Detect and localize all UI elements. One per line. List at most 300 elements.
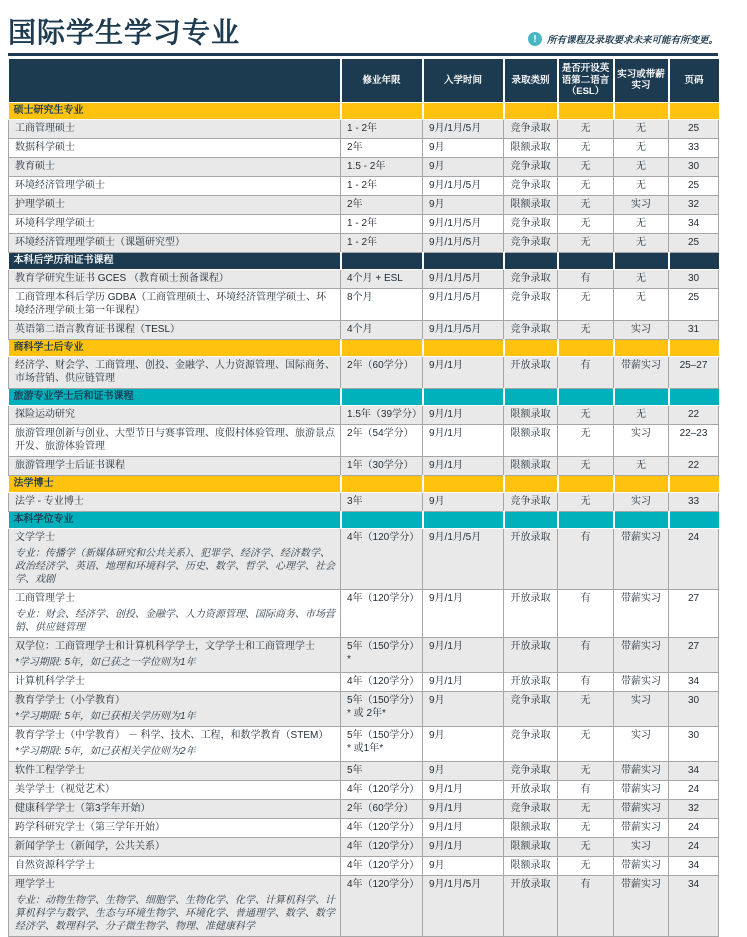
program-name: 护理学硕士 bbox=[15, 198, 65, 210]
section-spacer-cell bbox=[669, 339, 719, 356]
cell-duration: 1 - 2年 bbox=[341, 233, 423, 252]
section-spacer-cell bbox=[504, 102, 558, 119]
program-name: 教育学研究生证书 GCES （教育硕士预备课程） bbox=[15, 272, 229, 284]
cell-duration: 5年 bbox=[341, 761, 423, 780]
cell-duration: 1 - 2年 bbox=[341, 119, 423, 138]
cell-intake: 9月/1月/5月 bbox=[423, 875, 504, 936]
program-name: 环境经济管理理学硕士（课题研究型） bbox=[15, 236, 185, 248]
cell-coop: 无 bbox=[614, 456, 669, 475]
program-name-cell bbox=[9, 269, 341, 288]
program-name-cell bbox=[9, 288, 341, 320]
program-name-cell bbox=[9, 856, 341, 875]
cell-intake: 9月/1月 bbox=[423, 637, 504, 672]
header-row bbox=[9, 59, 719, 102]
cell-admission: 限额录取 bbox=[504, 818, 558, 837]
cell-duration: 5年（150学分）* 或 2年* bbox=[341, 691, 423, 726]
cell-esl: 无 bbox=[558, 195, 614, 214]
section-spacer-cell bbox=[504, 511, 558, 528]
cell-intake: 9月/1月/5月 bbox=[423, 269, 504, 288]
program-name: 理学学士 bbox=[15, 878, 55, 890]
section-spacer-cell bbox=[504, 339, 558, 356]
section-spacer-cell bbox=[558, 252, 614, 269]
cell-duration: 3年 bbox=[341, 492, 423, 511]
programs-table bbox=[8, 59, 719, 937]
cell-intake: 9月/1月/5月 bbox=[423, 528, 504, 589]
cell-page: 24 bbox=[669, 780, 719, 799]
cell-intake: 9月/1月/5月 bbox=[423, 288, 504, 320]
section-spacer-cell bbox=[669, 252, 719, 269]
program-name-cell bbox=[9, 875, 341, 936]
cell-admission: 开放录取 bbox=[504, 780, 558, 799]
cell-esl: 有 bbox=[558, 875, 614, 936]
cell-duration: 4年（120学分） bbox=[341, 589, 423, 637]
section-label: 法学博士 bbox=[9, 475, 341, 492]
cell-admission: 开放录取 bbox=[504, 875, 558, 936]
program-row bbox=[9, 456, 719, 475]
program-row bbox=[9, 214, 719, 233]
cell-duration: 4年（120学分） bbox=[341, 875, 423, 936]
cell-coop: 实习 bbox=[614, 320, 669, 339]
cell-coop: 实习 bbox=[614, 195, 669, 214]
cell-page: 22 bbox=[669, 405, 719, 424]
program-name: 教育学学士（小学教育） bbox=[15, 694, 125, 706]
cell-coop: 带薪实习 bbox=[614, 799, 669, 818]
cell-page: 25 bbox=[669, 233, 719, 252]
cell-duration: 2年 bbox=[341, 195, 423, 214]
cell-coop: 带薪实习 bbox=[614, 637, 669, 672]
program-name: 美学学士（视觉艺术） bbox=[15, 783, 115, 795]
section-header-row bbox=[9, 388, 719, 405]
program-row bbox=[9, 528, 719, 589]
cell-admission: 限额录取 bbox=[504, 837, 558, 856]
cell-duration: 4年（120学分） bbox=[341, 672, 423, 691]
cell-coop: 实习 bbox=[614, 424, 669, 456]
section-spacer-cell bbox=[504, 475, 558, 492]
cell-coop: 无 bbox=[614, 233, 669, 252]
page-header bbox=[8, 8, 718, 50]
cell-coop: 带薪实习 bbox=[614, 589, 669, 637]
section-header-row bbox=[9, 252, 719, 269]
cell-admission: 竞争录取 bbox=[504, 492, 558, 511]
col-header-2: 入学时间 bbox=[423, 59, 504, 102]
col-header-6: 页码 bbox=[669, 59, 719, 102]
section-spacer-cell bbox=[341, 511, 423, 528]
cell-admission: 竞争录取 bbox=[504, 269, 558, 288]
section-spacer-cell bbox=[341, 252, 423, 269]
cell-duration: 2年（60学分） bbox=[341, 799, 423, 818]
cell-admission: 竞争录取 bbox=[504, 119, 558, 138]
cell-admission: 限额录取 bbox=[504, 138, 558, 157]
section-header-row bbox=[9, 511, 719, 528]
program-row bbox=[9, 818, 719, 837]
cell-intake: 9月 bbox=[423, 157, 504, 176]
program-name-cell bbox=[9, 320, 341, 339]
program-row bbox=[9, 780, 719, 799]
program-name-cell bbox=[9, 637, 341, 672]
cell-esl: 无 bbox=[558, 157, 614, 176]
cell-admission: 限额录取 bbox=[504, 456, 558, 475]
program-name-cell bbox=[9, 492, 341, 511]
program-row bbox=[9, 726, 719, 761]
cell-coop: 无 bbox=[614, 269, 669, 288]
cell-coop: 无 bbox=[614, 138, 669, 157]
cell-page: 27 bbox=[669, 637, 719, 672]
cell-intake: 9月/1月 bbox=[423, 799, 504, 818]
cell-page: 31 bbox=[669, 320, 719, 339]
cell-esl: 无 bbox=[558, 726, 614, 761]
cell-page: 32 bbox=[669, 195, 719, 214]
section-spacer-cell bbox=[669, 388, 719, 405]
cell-duration: 4个月 bbox=[341, 320, 423, 339]
cell-page: 30 bbox=[669, 726, 719, 761]
program-name-cell bbox=[9, 799, 341, 818]
cell-admission: 竞争录取 bbox=[504, 799, 558, 818]
cell-intake: 9月/1月 bbox=[423, 780, 504, 799]
cell-page: 27 bbox=[669, 589, 719, 637]
program-duration-note: *学习期限: 5年，如已获相关学历则为1年 bbox=[15, 710, 196, 722]
cell-admission: 开放录取 bbox=[504, 528, 558, 589]
program-name: 旅游管理创新与创业、大型节日与赛事管理、度假村体验管理、旅游景点开发、旅游体验管理 bbox=[15, 427, 335, 452]
cell-coop: 实习 bbox=[614, 492, 669, 511]
cell-page: 33 bbox=[669, 492, 719, 511]
cell-esl: 无 bbox=[558, 176, 614, 195]
program-name: 计算机科学学士 bbox=[15, 675, 85, 687]
cell-intake: 9月/1月/5月 bbox=[423, 320, 504, 339]
program-name-cell bbox=[9, 119, 341, 138]
program-name-cell bbox=[9, 157, 341, 176]
section-spacer-cell bbox=[669, 511, 719, 528]
program-name-cell bbox=[9, 456, 341, 475]
cell-page: 24 bbox=[669, 818, 719, 837]
section-header-row bbox=[9, 475, 719, 492]
program-name-cell bbox=[9, 837, 341, 856]
program-name: 教育学学士（中学教育） － 科学、技术、工程，和数学教育（STEM） bbox=[15, 729, 329, 741]
program-name-cell bbox=[9, 726, 341, 761]
cell-duration: 4年（120学分） bbox=[341, 528, 423, 589]
program-row bbox=[9, 691, 719, 726]
cell-page: 24 bbox=[669, 528, 719, 589]
cell-intake: 9月/1月/5月 bbox=[423, 233, 504, 252]
cell-esl: 有 bbox=[558, 637, 614, 672]
cell-duration: 4年（120学分） bbox=[341, 856, 423, 875]
cell-duration: 1.5年（39学分） bbox=[341, 405, 423, 424]
cell-intake: 9月/1月/5月 bbox=[423, 214, 504, 233]
cell-coop: 带薪实习 bbox=[614, 672, 669, 691]
col-header-5: 实习或带薪实习 bbox=[614, 59, 669, 102]
cell-coop: 无 bbox=[614, 405, 669, 424]
cell-esl: 有 bbox=[558, 269, 614, 288]
program-name: 跨学科研究学士（第三学年开始） bbox=[15, 821, 165, 833]
section-spacer-cell bbox=[341, 388, 423, 405]
section-spacer-cell bbox=[614, 475, 669, 492]
page-title: 国际学生学习专业 bbox=[8, 17, 241, 48]
section-spacer-cell bbox=[423, 339, 504, 356]
program-row bbox=[9, 157, 719, 176]
cell-coop: 无 bbox=[614, 157, 669, 176]
section-spacer-cell bbox=[504, 388, 558, 405]
cell-coop: 带薪实习 bbox=[614, 528, 669, 589]
section-spacer-cell bbox=[669, 102, 719, 119]
program-duration-note: *学习期限: 5年，如已获相关学位则为2年 bbox=[15, 745, 196, 757]
cell-coop: 无 bbox=[614, 214, 669, 233]
cell-coop: 实习 bbox=[614, 837, 669, 856]
cell-duration: 1.5 - 2年 bbox=[341, 157, 423, 176]
cell-admission: 限额录取 bbox=[504, 195, 558, 214]
cell-admission: 开放录取 bbox=[504, 589, 558, 637]
cell-admission: 竞争录取 bbox=[504, 233, 558, 252]
program-row bbox=[9, 761, 719, 780]
program-name: 双学位：工商管理学士和计算机科学学士，文学学士和工商管理学士 bbox=[15, 640, 315, 652]
program-majors: 专业：传播学（新媒体研究和公共关系）、犯罪学、经济学、经济数学、政治经济学、英语、地理和环境科学、历史、数学、哲学、心理学、社会学、戏剧 bbox=[15, 547, 335, 585]
section-label: 硕士研究生专业 bbox=[9, 102, 341, 119]
program-name: 数据科学硕士 bbox=[15, 141, 75, 153]
program-row bbox=[9, 356, 719, 388]
program-name: 法学 - 专业博士 bbox=[15, 495, 84, 507]
program-name: 健康科学学士（第3学年开始） bbox=[15, 802, 151, 814]
section-spacer-cell bbox=[614, 339, 669, 356]
cell-esl: 无 bbox=[558, 233, 614, 252]
col-header-3: 录取类别 bbox=[504, 59, 558, 102]
cell-intake: 9月/1月 bbox=[423, 837, 504, 856]
cell-esl: 无 bbox=[558, 320, 614, 339]
program-duration-note: *学习期限: 5年，如已获之一学位则为1年 bbox=[15, 656, 196, 668]
cell-coop: 带薪实习 bbox=[614, 761, 669, 780]
cell-duration: 2年（60学分） bbox=[341, 356, 423, 388]
program-name-cell bbox=[9, 424, 341, 456]
cell-page: 30 bbox=[669, 691, 719, 726]
cell-admission: 竞争录取 bbox=[504, 176, 558, 195]
cell-coop: 实习 bbox=[614, 691, 669, 726]
cell-intake: 9月 bbox=[423, 761, 504, 780]
section-spacer-cell bbox=[558, 475, 614, 492]
cell-page: 34 bbox=[669, 761, 719, 780]
cell-admission: 竞争录取 bbox=[504, 761, 558, 780]
cell-esl: 无 bbox=[558, 119, 614, 138]
cell-esl: 有 bbox=[558, 528, 614, 589]
cell-intake: 9月/1月 bbox=[423, 356, 504, 388]
cell-admission: 开放录取 bbox=[504, 356, 558, 388]
program-row bbox=[9, 424, 719, 456]
program-name-cell bbox=[9, 214, 341, 233]
cell-intake: 9月 bbox=[423, 138, 504, 157]
section-spacer-cell bbox=[558, 102, 614, 119]
cell-admission: 竞争录取 bbox=[504, 726, 558, 761]
program-name-cell bbox=[9, 176, 341, 195]
program-row bbox=[9, 837, 719, 856]
section-spacer-cell bbox=[504, 252, 558, 269]
program-name: 工商管理本科后学历 GDBA（工商管理硕士、环境经济管理学硕士、环境经济理学硕士第一年课程） bbox=[15, 291, 327, 316]
section-label: 旅游专业学士后和证书课程 bbox=[9, 388, 341, 405]
section-spacer-cell bbox=[423, 475, 504, 492]
program-name: 环境科学理学硕士 bbox=[15, 217, 95, 229]
section-spacer-cell bbox=[558, 388, 614, 405]
cell-coop: 带薪实习 bbox=[614, 818, 669, 837]
program-name: 新闻学学士（新闻学，公共关系） bbox=[15, 840, 165, 852]
program-name: 工商管理硕士 bbox=[15, 122, 75, 134]
program-name: 经济学、财会学、工商管理、创投、金融学、人力资源管理、国际商务、市场营销、供应链管理 bbox=[15, 359, 335, 384]
cell-admission: 限额录取 bbox=[504, 405, 558, 424]
cell-coop: 无 bbox=[614, 176, 669, 195]
program-row bbox=[9, 288, 719, 320]
cell-coop: 带薪实习 bbox=[614, 780, 669, 799]
cell-intake: 9月 bbox=[423, 492, 504, 511]
cell-esl: 无 bbox=[558, 799, 614, 818]
cell-esl: 有 bbox=[558, 780, 614, 799]
cell-duration: 1 - 2年 bbox=[341, 176, 423, 195]
cell-page: 34 bbox=[669, 875, 719, 936]
program-row bbox=[9, 875, 719, 936]
cell-admission: 竞争录取 bbox=[504, 691, 558, 726]
program-row bbox=[9, 233, 719, 252]
cell-duration: 4年（120学分） bbox=[341, 780, 423, 799]
cell-esl: 无 bbox=[558, 837, 614, 856]
cell-intake: 9月/1月 bbox=[423, 456, 504, 475]
program-row bbox=[9, 637, 719, 672]
cell-page: 34 bbox=[669, 214, 719, 233]
cell-intake: 9月/1月 bbox=[423, 589, 504, 637]
section-spacer-cell bbox=[423, 102, 504, 119]
cell-coop: 带薪实习 bbox=[614, 856, 669, 875]
section-label: 本科后学历和证书课程 bbox=[9, 252, 341, 269]
cell-intake: 9月/1月/5月 bbox=[423, 176, 504, 195]
program-row bbox=[9, 799, 719, 818]
notice bbox=[528, 32, 718, 50]
cell-coop: 无 bbox=[614, 288, 669, 320]
cell-coop: 带薪实习 bbox=[614, 356, 669, 388]
section-spacer-cell bbox=[558, 511, 614, 528]
section-spacer-cell bbox=[669, 475, 719, 492]
cell-duration: 1 - 2年 bbox=[341, 214, 423, 233]
program-name: 教育硕士 bbox=[15, 160, 55, 172]
program-row bbox=[9, 119, 719, 138]
program-name-cell bbox=[9, 138, 341, 157]
cell-intake: 9月/1月 bbox=[423, 424, 504, 456]
section-spacer-cell bbox=[341, 475, 423, 492]
cell-esl: 无 bbox=[558, 492, 614, 511]
section-header-row bbox=[9, 339, 719, 356]
program-name: 环境经济管理学硕士 bbox=[15, 179, 105, 191]
program-name-cell bbox=[9, 761, 341, 780]
cell-duration: 2年（54学分） bbox=[341, 424, 423, 456]
program-name-cell bbox=[9, 233, 341, 252]
cell-esl: 无 bbox=[558, 856, 614, 875]
cell-page: 22 bbox=[669, 456, 719, 475]
cell-esl: 无 bbox=[558, 691, 614, 726]
cell-duration: 8个月 bbox=[341, 288, 423, 320]
program-row bbox=[9, 672, 719, 691]
cell-page: 25 bbox=[669, 119, 719, 138]
cell-page: 25 bbox=[669, 176, 719, 195]
program-majors: 专业：动物生物学、生物学、细胞学、生物化学、化学、计算机科学、计算机科学与数学、生态与环境生物学、环境化学、普通理学、数学、数学经济学、数理科学、分子微生物学、物理、准健康科学 bbox=[15, 894, 335, 932]
section-label: 商科学士后专业 bbox=[9, 339, 341, 356]
program-name-cell bbox=[9, 405, 341, 424]
cell-intake: 9月 bbox=[423, 691, 504, 726]
program-name-cell bbox=[9, 691, 341, 726]
program-name-cell bbox=[9, 780, 341, 799]
program-name: 文学学士 bbox=[15, 531, 55, 543]
program-majors: 专业：财会、经济学、创投、金融学、人力资源管理、国际商务、市场营销、供应链管理 bbox=[15, 608, 335, 633]
cell-admission: 限额录取 bbox=[504, 424, 558, 456]
table-header bbox=[9, 59, 719, 102]
cell-duration: 4年（120学分） bbox=[341, 818, 423, 837]
cell-page: 22–23 bbox=[669, 424, 719, 456]
cell-intake: 9月 bbox=[423, 195, 504, 214]
cell-duration: 1年（30学分） bbox=[341, 456, 423, 475]
cell-intake: 9月/1月 bbox=[423, 818, 504, 837]
cell-esl: 无 bbox=[558, 761, 614, 780]
cell-page: 30 bbox=[669, 157, 719, 176]
cell-coop: 实习 bbox=[614, 726, 669, 761]
program-row bbox=[9, 856, 719, 875]
cell-esl: 无 bbox=[558, 456, 614, 475]
section-spacer-cell bbox=[614, 102, 669, 119]
program-name: 自然资源科学学士 bbox=[15, 859, 95, 871]
cell-esl: 无 bbox=[558, 405, 614, 424]
cell-esl: 无 bbox=[558, 214, 614, 233]
cell-esl: 有 bbox=[558, 356, 614, 388]
program-name: 旅游管理学士后证书课程 bbox=[15, 459, 125, 471]
program-row bbox=[9, 138, 719, 157]
cell-admission: 竞争录取 bbox=[504, 320, 558, 339]
section-label: 本科学位专业 bbox=[9, 511, 341, 528]
program-name-cell bbox=[9, 672, 341, 691]
program-name-cell bbox=[9, 195, 341, 214]
section-spacer-cell bbox=[614, 511, 669, 528]
cell-esl: 无 bbox=[558, 424, 614, 456]
cell-admission: 竞争录取 bbox=[504, 288, 558, 320]
program-name-cell bbox=[9, 528, 341, 589]
table-body bbox=[9, 102, 719, 936]
section-spacer-cell bbox=[558, 339, 614, 356]
program-row bbox=[9, 269, 719, 288]
col-header-1: 修业年限 bbox=[341, 59, 423, 102]
notice-text: 所有课程及录取要求未来可能有所变更。 bbox=[546, 35, 718, 46]
section-spacer-cell bbox=[614, 252, 669, 269]
cell-admission: 开放录取 bbox=[504, 672, 558, 691]
cell-coop: 带薪实习 bbox=[614, 875, 669, 936]
cell-page: 25 bbox=[669, 288, 719, 320]
cell-intake: 9月 bbox=[423, 726, 504, 761]
program-name: 英语第二语言教育证书课程（TESL） bbox=[15, 323, 181, 335]
cell-duration: 5年（150学分）* bbox=[341, 637, 423, 672]
section-spacer-cell bbox=[423, 252, 504, 269]
cell-duration: 5年（150学分）* 或1年* bbox=[341, 726, 423, 761]
cell-intake: 9月/1月/5月 bbox=[423, 119, 504, 138]
program-name: 工商管理学士 bbox=[15, 592, 75, 604]
cell-duration: 2年 bbox=[341, 138, 423, 157]
cell-page: 25–27 bbox=[669, 356, 719, 388]
col-header-4: 是否开设英语第二语言（ESL） bbox=[558, 59, 614, 102]
cell-coop: 无 bbox=[614, 119, 669, 138]
section-spacer-cell bbox=[423, 388, 504, 405]
program-row bbox=[9, 320, 719, 339]
program-row bbox=[9, 195, 719, 214]
cell-intake: 9月/1月 bbox=[423, 672, 504, 691]
cell-page: 30 bbox=[669, 269, 719, 288]
cell-page: 34 bbox=[669, 672, 719, 691]
section-spacer-cell bbox=[614, 388, 669, 405]
title-rule bbox=[8, 53, 718, 56]
cell-intake: 9月/1月 bbox=[423, 405, 504, 424]
program-row bbox=[9, 405, 719, 424]
section-spacer-cell bbox=[341, 102, 423, 119]
cell-duration: 4个月 + ESL bbox=[341, 269, 423, 288]
program-name-cell bbox=[9, 356, 341, 388]
program-row bbox=[9, 492, 719, 511]
cell-esl: 有 bbox=[558, 589, 614, 637]
cell-esl: 有 bbox=[558, 672, 614, 691]
cell-esl: 无 bbox=[558, 288, 614, 320]
